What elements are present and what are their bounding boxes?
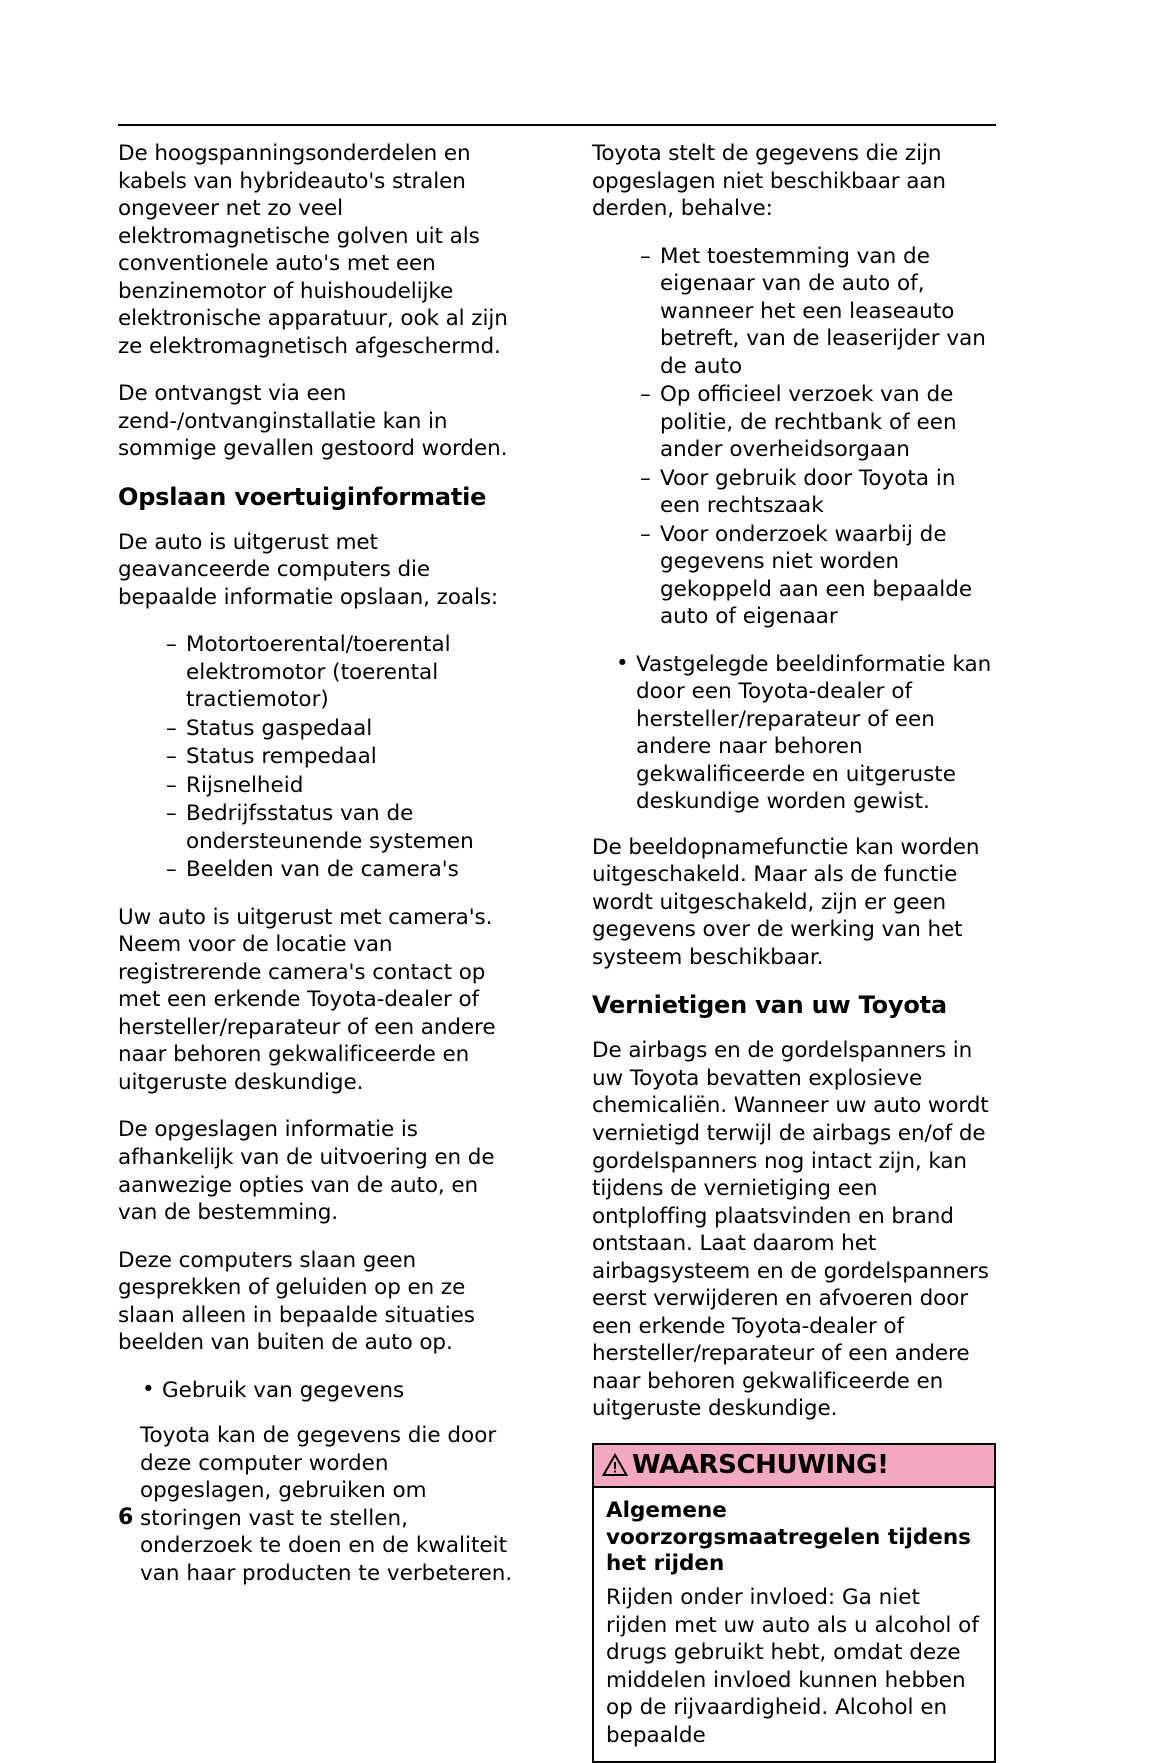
- right-column: [592, 140, 996, 1763]
- list-item: • Vastgelegde beeldinformatie kan door een Toyota-dealer of hersteller/reparateur of een andere naar behoren gekwalificeerde en uitgeruste deskundige worden gewist.: [614, 651, 996, 816]
- dash-list: [118, 631, 522, 884]
- warning-triangle-icon: [602, 1453, 628, 1477]
- section-heading-opslaan-voertuiginformatie: Opslaan voertuiginformatie: [118, 482, 487, 511]
- bullet-sub-paragraph: Toyota kan de gegevens die door deze computer worden opgeslagen, gebruiken om storingen vast te stellen, onderzoek te doen en de kwaliteit van haar producten te verbeteren.: [140, 1423, 513, 1586]
- page-number: 6: [118, 1505, 134, 1530]
- paragraph: De ontvangst via een zend-/ontvanginstallatie kan in sommige gevallen gestoord worden.: [118, 381, 508, 462]
- two-column-body: [118, 140, 996, 1763]
- header-rule: [118, 124, 996, 126]
- warning-title-label: WAARSCHUWING!: [632, 1449, 889, 1480]
- paragraph: De opgeslagen informatie is afhankelijk van de uitvoering en de aanwezige opties van de auto, en van de bestemming.: [118, 1117, 495, 1226]
- list-item: – Voor gebruik door Toyota in een rechtszaak: [640, 465, 996, 520]
- paragraph: De auto is uitgerust met geavanceerde computers die bepaalde informatie opslaan, zoals:: [118, 529, 499, 610]
- list-item: – Motortoerental/toerental elektromotor (toerental tractiemotor): [166, 631, 522, 714]
- list-item: – Bedrijfsstatus van de ondersteunende systemen: [166, 800, 522, 855]
- paragraph: De hoogspanningsonderdelen en kabels van hybrideauto's stralen ongeveer net zo veel elektromagnetische golven uit als conventionele auto's met een benzinemotor of huishoudelijke elektronische apparatuur, ook al zijn ze elektromagnetisch afgeschermd.: [118, 141, 508, 359]
- warning-box: [592, 1443, 996, 1763]
- warning-text: Rijden onder invloed: Ga niet rijden met uw auto als u alcohol of drugs gebruikt hebt, omdat deze middelen invloed kunnen hebben op de rijvaardigheid. Alcohol en bepaalde: [606, 1585, 979, 1748]
- list-item: – Voor onderzoek waarbij de gegevens niet worden gekoppeld aan een bepaalde auto of eigenaar: [640, 521, 996, 631]
- warning-box-body: [594, 1488, 994, 1762]
- bullet-list: [118, 1377, 522, 1405]
- warning-box-header: [594, 1445, 994, 1488]
- list-item: • Gebruik van gegevens: [140, 1377, 522, 1405]
- left-column: [118, 140, 522, 1763]
- list-item: – Rijsnelheid: [166, 772, 522, 800]
- dash-list: [592, 243, 996, 631]
- paragraph: De beeldopnamefunctie kan worden uitgeschakeld. Maar als de functie wordt uitgeschakeld, zijn er geen gegevens over de werking van het systeem beschikbaar.: [592, 834, 980, 970]
- paragraph: Uw auto is uitgerust met camera's. Neem voor de locatie van registrerende camera's contact op met een erkende Toyota-dealer of hersteller/reparateur of een andere naar behoren gekwalificeerde en uitgeruste deskundige.: [118, 904, 496, 1095]
- paragraph: De airbags en de gordelspanners in uw Toyota bevatten explosieve chemicaliën. Wanneer uw auto wordt vernietigd terwijl de airbags en/of de gordelspanners nog intact zijn, kan tijdens de vernietiging een ontploffing plaatsvinden en brand ontstaan. Laat daarom het airbagsysteem en de gordelspanners eerst verwijderen en afvoeren door een erkende Toyota-dealer of hersteller/reparateur of een andere naar behoren gekwalificeerde en uitgeruste deskundige.: [592, 1038, 989, 1422]
- section-heading-vernietigen-van-uw-toyota: Vernietigen van uw Toyota: [592, 991, 947, 1020]
- bullet-list: [592, 651, 996, 816]
- list-item: – Beelden van de camera's: [166, 856, 522, 884]
- list-item: – Status rempedaal: [166, 743, 522, 771]
- paragraph: Toyota stelt de gegevens die zijn opgeslagen niet beschikbaar aan derden, behalve:: [592, 141, 946, 222]
- list-item: – Status gaspedaal: [166, 715, 522, 743]
- warning-subtitle: Algemene voorzorgsmaatregelen tijdens het rijden: [606, 1497, 971, 1577]
- list-item: – Op officieel verzoek van de politie, de rechtbank of een ander overheidsorgaan: [640, 381, 996, 464]
- list-item: – Met toestemming van de eigenaar van de auto of, wanneer het een leaseauto betreft, van de leaserijder van de auto: [640, 243, 996, 381]
- paragraph: Deze computers slaan geen gesprekken of geluiden op en ze slaan alleen in bepaalde situaties beelden van buiten de auto op.: [118, 1247, 475, 1356]
